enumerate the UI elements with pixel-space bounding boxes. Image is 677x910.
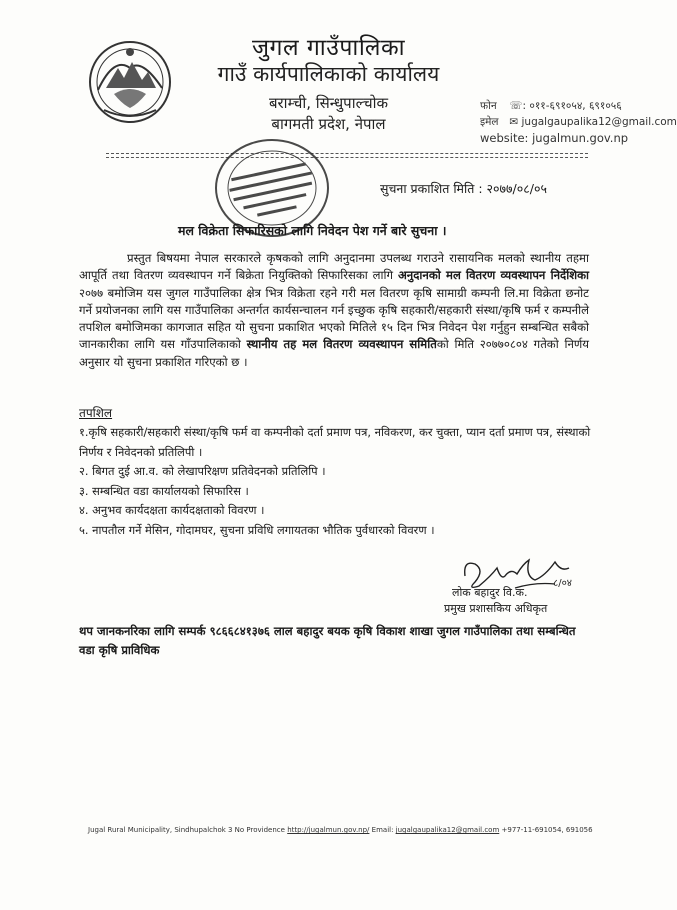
body-part-1: प्रस्तुत बिषयमा नेपाल सरकारले कृषकको लागि अनुदानमा उपलब्ध गराउने रासायनिक मलको स्थानीय तहमा आपूर्ति तथा वितरण व्यवस्थापन गर्ने बिक्रेता नियुक्तिको सिफारिसका लागि (79, 251, 589, 283)
footer-email[interactable]: jugalgaupalika12@gmail.com (395, 826, 500, 834)
details-heading: तपशिल (79, 406, 113, 420)
phone-icon: ☏: (509, 100, 527, 112)
body-bold-1: अनुदानको मल वितरण व्यवस्थापन निर्देशिका (397, 268, 589, 283)
notice-body (79, 250, 589, 371)
details-list (79, 423, 591, 541)
svg-text:८/०४: ८/०४ (553, 578, 572, 589)
website[interactable]: website: jugalmun.gov.np (480, 131, 629, 145)
footer-email-prefix: Email: (371, 826, 394, 834)
email-icon: ✉ (509, 116, 519, 128)
signer-title: प्रमुख प्रशासकिय अधिकृत (444, 602, 548, 615)
email-address[interactable]: jugalgaupalika12@gmail.com (521, 116, 677, 128)
email-line (480, 114, 677, 130)
footer-office: Jugal Rural Municipality, Sindhupalchok 3 No Providence (88, 826, 285, 834)
contact-note: थप जानकनरिका लागि सम्पर्क ९८६६८४१३७६ लाल बहादुर बयक कृषि विकाश शाखा जुगल गाउँपालिका तथा सम्बन्धित वडा कृषि प्राविधिक (79, 624, 576, 657)
header-divider-top (106, 153, 588, 154)
list-item: ३. सम्बन्धित वडा कार्यालयको सिफारिस । (79, 483, 249, 498)
email-label: इमेल (480, 116, 499, 128)
address-line-2: बागमती प्रदेश, नेपाल (271, 115, 386, 133)
list-item: ४. अनुभव कार्यदक्षता कार्यदक्षताको विवरण । (79, 503, 265, 518)
municipality-name: जुगल गाउँपालिका (251, 35, 406, 61)
list-item: ५. नापतौल गर्ने मेसिन, गोदामघर, सुचना प्रविधि लगायतका भौतिक पुर्वधारको विवरण । (79, 522, 435, 537)
phone-label: फोन (480, 100, 497, 112)
phone-line (480, 98, 677, 114)
contact-block (480, 98, 677, 146)
list-item: २. बिगत दुई आ.व. को लेखापरिक्षण प्रतिवेदनको प्रतिलिपि । (79, 464, 326, 479)
signer-name: लोक बहादुर वि.क. (452, 586, 528, 599)
notice-publish-date: सुचना प्रकाशित मिति : २०७७/०८/०५ (380, 181, 547, 196)
footer-url[interactable]: http://jugalmun.gov.np/ (287, 826, 370, 834)
phone-number: ०११-६९१०५४, ६९१०५६ (529, 100, 622, 112)
notice-subject: मल विक्रेता सिफारिसको लागि निवेदन पेश गर्ने बारे सुचना । (178, 223, 447, 238)
list-item: १.कृषि सहकारी/सहकारी संस्था/कृषि फर्म वा कम्पनीको दर्ता प्रमाण पत्र, नविकरण, कर चुक्ता, प्यान दर्ता प्रमाण पत्र, संस्थाको निर्णय र निवेदनको प्रतिलिपी । (79, 425, 591, 459)
header-divider-bottom (106, 157, 588, 158)
footer-phone: +977-11-691054, 691056 (501, 826, 593, 834)
address-line-1: बराम्ची, सिन्धुपाल्चोक (268, 94, 389, 112)
body-bold-2: स्थानीय तह मल वितरण व्यवस्थापन समिति (246, 337, 437, 352)
body-part-3: को मिति २०७७०८०४ गतेको निर्णय अनुसार यो सुचना प्रकाशित गरिएको छ । (79, 337, 589, 369)
page-footer (88, 826, 593, 834)
office-name: गाउँ कार्यपालिकाको कार्यालय (217, 62, 440, 86)
body-part-2: २०७७ बमोजिम यस जुगल गाउँपालिका क्षेत्र भित्र विक्रेता रहने गरी मल वितरण कृषि सामाग्री कम्पनी लि.मा विक्रेता छनोट गर्ने प्रयोजनका लागि यस गाउँपालिका अन्तर्गत कार्यसन्चालन गर्न इच्छुक कृषि सहकारी/सहकारी संस्था/कृषि फर्म र कम्पनीले तपशिल बमोजिमका कागजात सहित यो सुचना प्रकाशित भएको मितिले १५ दिन भित्र निवेदन पेश गर्नुहुन सम्बन्धित सबैको जानकारीका लागि यस गाँउपालिकाको (79, 285, 589, 352)
